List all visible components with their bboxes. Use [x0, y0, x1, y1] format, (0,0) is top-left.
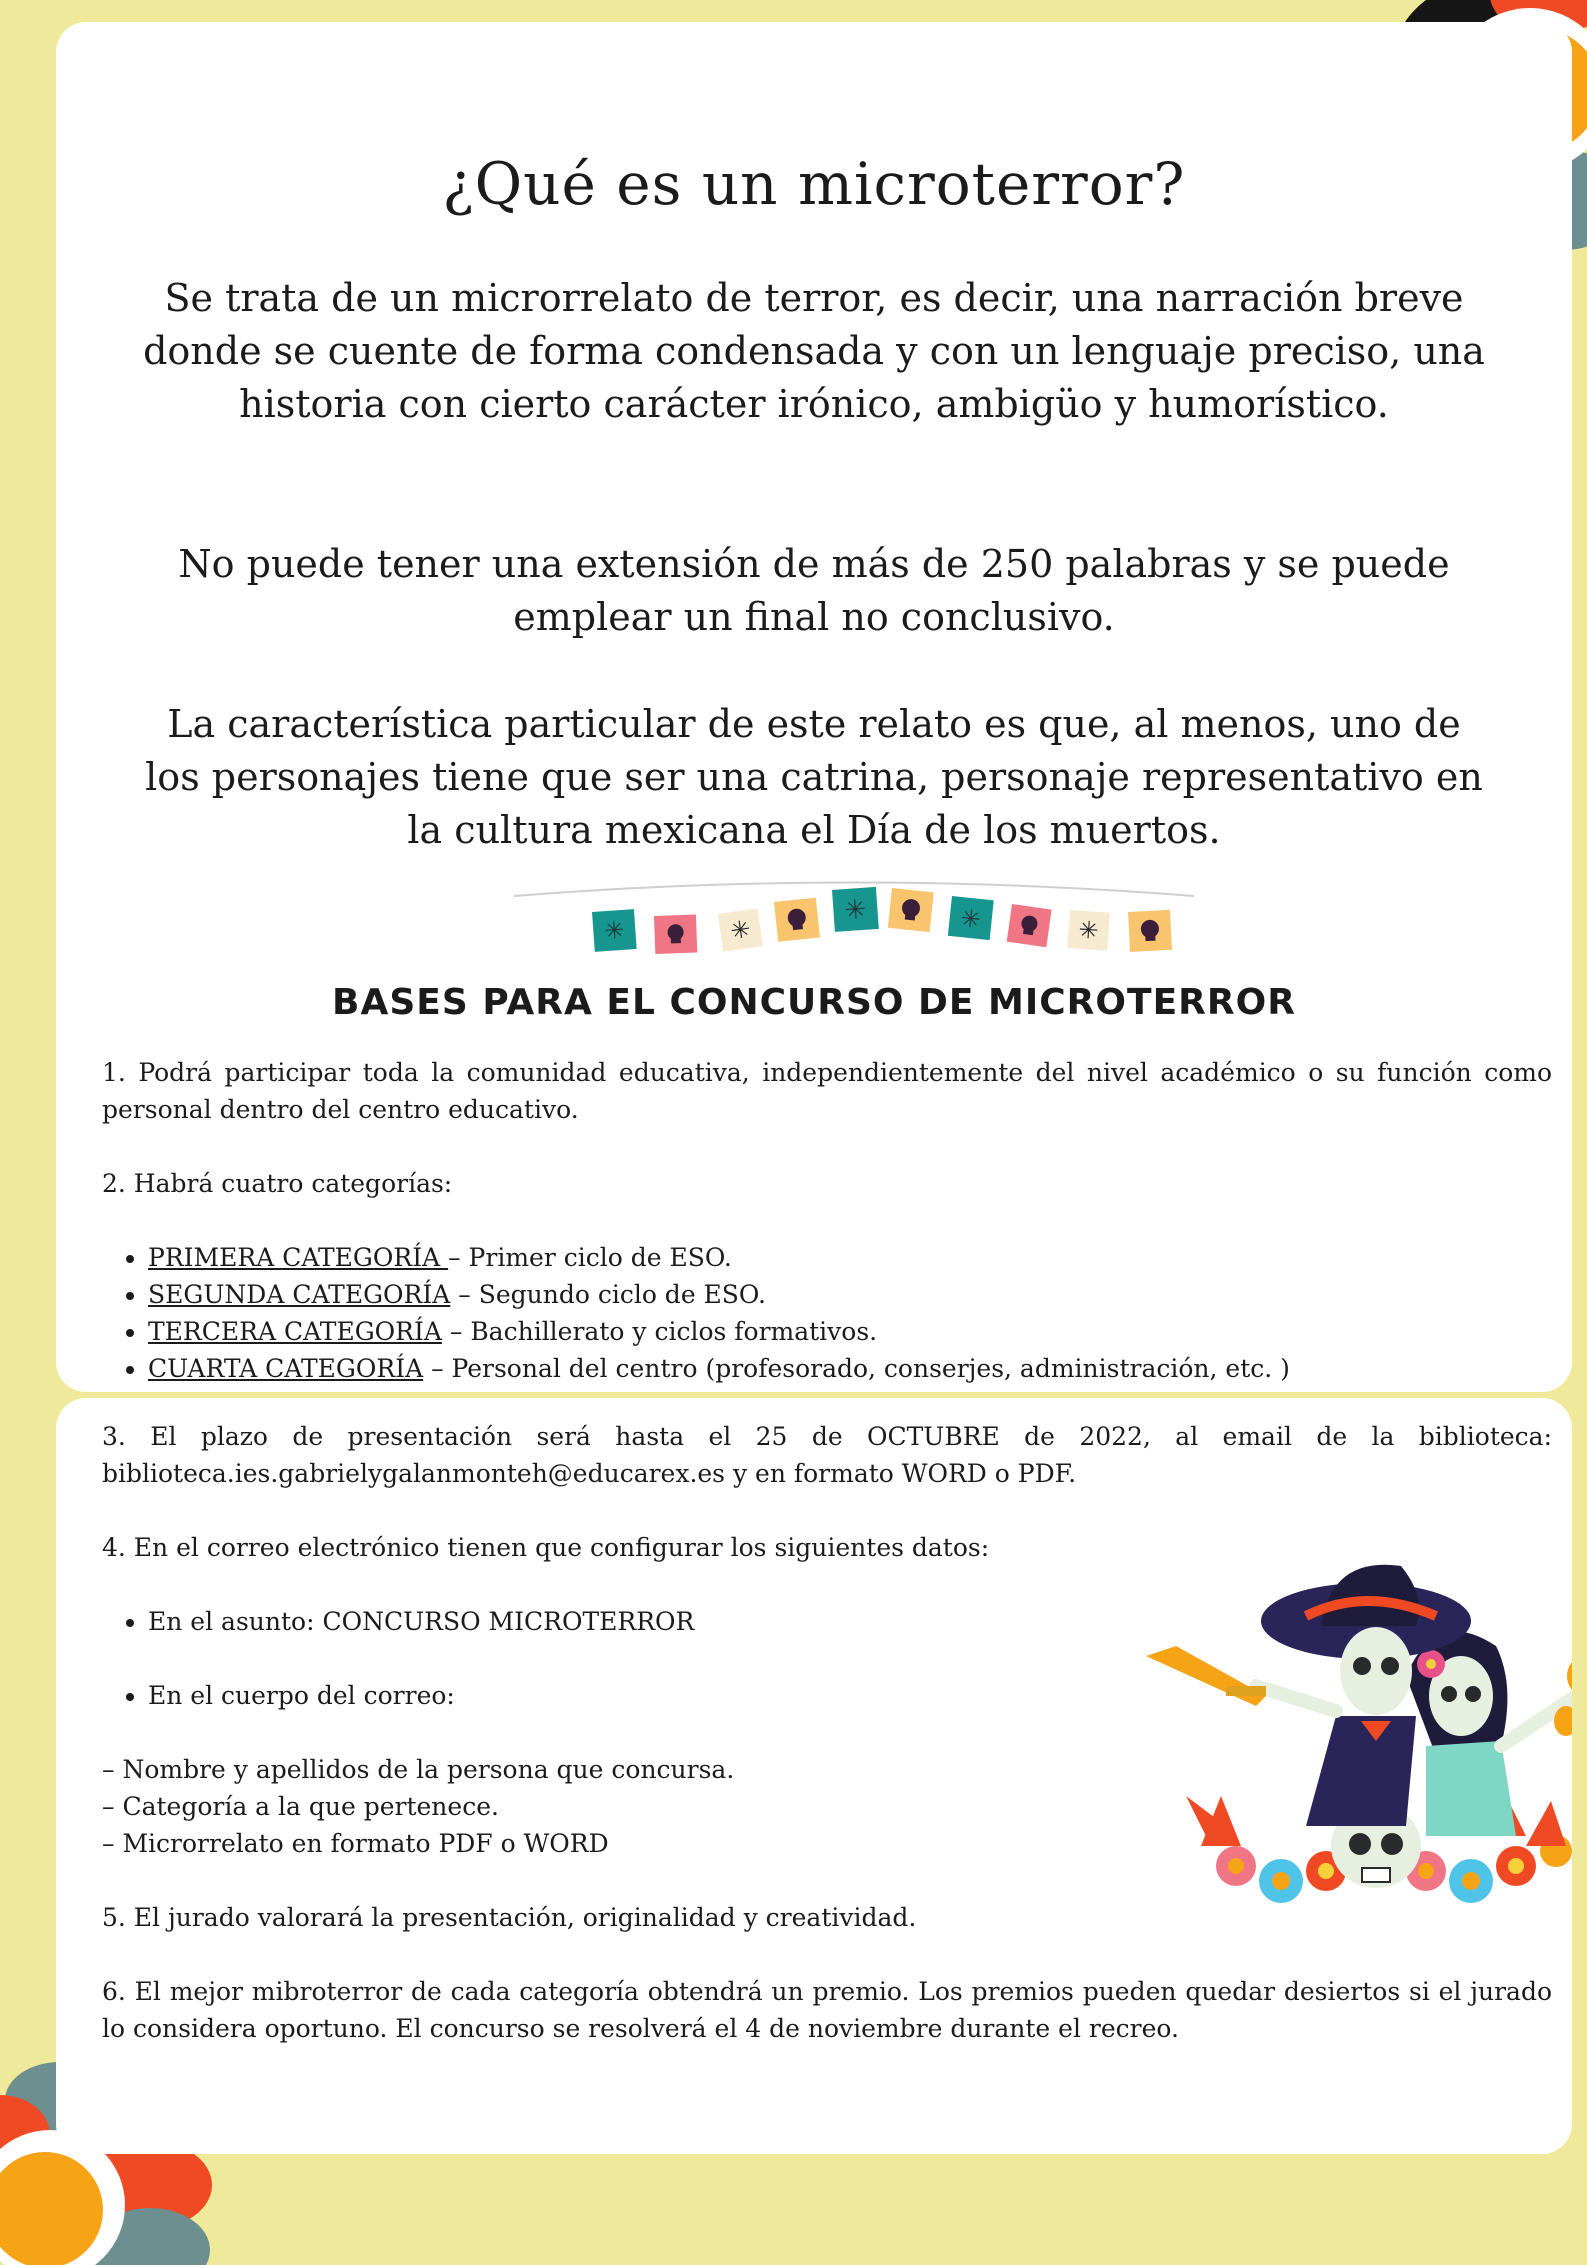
category-name: TERCERA CATEGORÍA: [148, 1317, 442, 1346]
category-desc: – Personal del centro (profesorado, conserjes, administración, etc. ): [423, 1354, 1290, 1383]
email-body-list: [102, 1677, 1552, 1714]
svg-text:✳: ✳: [603, 915, 626, 946]
page-title: ¿Qué es un microterror?: [442, 150, 1186, 218]
banner-flag: [1067, 910, 1110, 951]
banner-flag: [774, 898, 820, 942]
category-desc: – Primer ciclo de ESO.: [448, 1243, 732, 1272]
rule-2: 2. Habrá cuatro categorías:: [102, 1169, 453, 1198]
banner-flag: [718, 908, 763, 951]
banner-flag: [1007, 904, 1052, 947]
banner-flag: [592, 909, 637, 952]
banner-flag: [948, 896, 994, 940]
rule-1: 1. Podrá participar toda la comunidad educativa, independientemente del nivel académico o su función como personal dentro del centro educativo.: [102, 1058, 1552, 1124]
svg-text:✳: ✳: [843, 894, 868, 927]
intro-paragraph: Se trata de un microrrelato de terror, es decir, una narración breve donde se cuente de forma condensada y con un lenguaje preciso, una historia con cierto carácter irónico, ambigüo y humorístico.: [143, 276, 1485, 426]
svg-text:✳: ✳: [959, 904, 983, 935]
intro-paragraph: No puede tener una extensión de más de 250 palabras y se puede emplear un final no conclusivo.: [178, 542, 1450, 639]
rules-section-top: [102, 1054, 1552, 1387]
category-name: CUARTA CATEGORÍA: [148, 1354, 424, 1383]
email-body-detail: – Microrrelato en formato PDF o WORD: [102, 1829, 609, 1858]
category-item: [148, 1313, 1552, 1350]
email-body-detail: – Categoría a la que pertenece.: [102, 1792, 499, 1821]
category-desc: – Segundo ciclo de ESO.: [450, 1280, 766, 1309]
email-body-item: • En el cuerpo del correo:: [148, 1677, 1552, 1714]
rules-section-bottom: [102, 1418, 1552, 2047]
email-body-detail: – Nombre y apellidos de la persona que concursa.: [102, 1755, 735, 1784]
category-name: PRIMERA CATEGORÍA: [148, 1243, 449, 1272]
svg-text:✳: ✳: [1077, 915, 1100, 946]
papel-picado-banner: [504, 874, 1204, 974]
rule-6: 6. El mejor mibroterror de cada categoría obtendrá un premio. Los premios pueden quedar desiertos si el jurado lo considera oportuno. El concurso se resolverá el 4 de noviembre durante el recreo.: [102, 1977, 1552, 2043]
category-list: [102, 1239, 1552, 1387]
info-card-bottom: [56, 1398, 1572, 2154]
banner-flag: [1128, 910, 1172, 952]
category-item: [148, 1350, 1552, 1387]
rule-4: 4. En el correo electrónico tienen que configurar los siguientes datos:: [102, 1533, 990, 1562]
intro-paragraph: La característica particular de este relato es que, al menos, uno de los personajes tiene que ser una catrina, personaje representativo en la cultura mexicana el Día de los muertos.: [145, 702, 1483, 852]
category-name: SEGUNDA CATEGORÍA: [148, 1280, 451, 1309]
svg-text:✳: ✳: [728, 914, 753, 946]
banner-flag: [654, 915, 697, 954]
email-fields-list: [102, 1603, 1552, 1640]
rule-5: 5. El jurado valorará la presentación, originalidad y creatividad.: [102, 1903, 917, 1932]
bases-title: BASES PARA EL CONCURSO DE MICROTERROR: [332, 982, 1296, 1023]
banner-flag: [888, 888, 934, 932]
category-desc: – Bachillerato y ciclos formativos.: [441, 1317, 878, 1346]
banner-flag: [832, 887, 879, 932]
category-item: [148, 1239, 1552, 1276]
category-item: [148, 1276, 1552, 1313]
rule-3: 3. El plazo de presentación será hasta el 25 de OCTUBRE de 2022, al email de la biblioteca: biblioteca.ies.gabrielygalanmonteh@educarex.es y en formato WORD o PDF.: [102, 1422, 1552, 1488]
info-card-top: [56, 22, 1572, 1392]
email-subject-item: • En el asunto: CONCURSO MICROTERROR: [148, 1603, 1552, 1640]
